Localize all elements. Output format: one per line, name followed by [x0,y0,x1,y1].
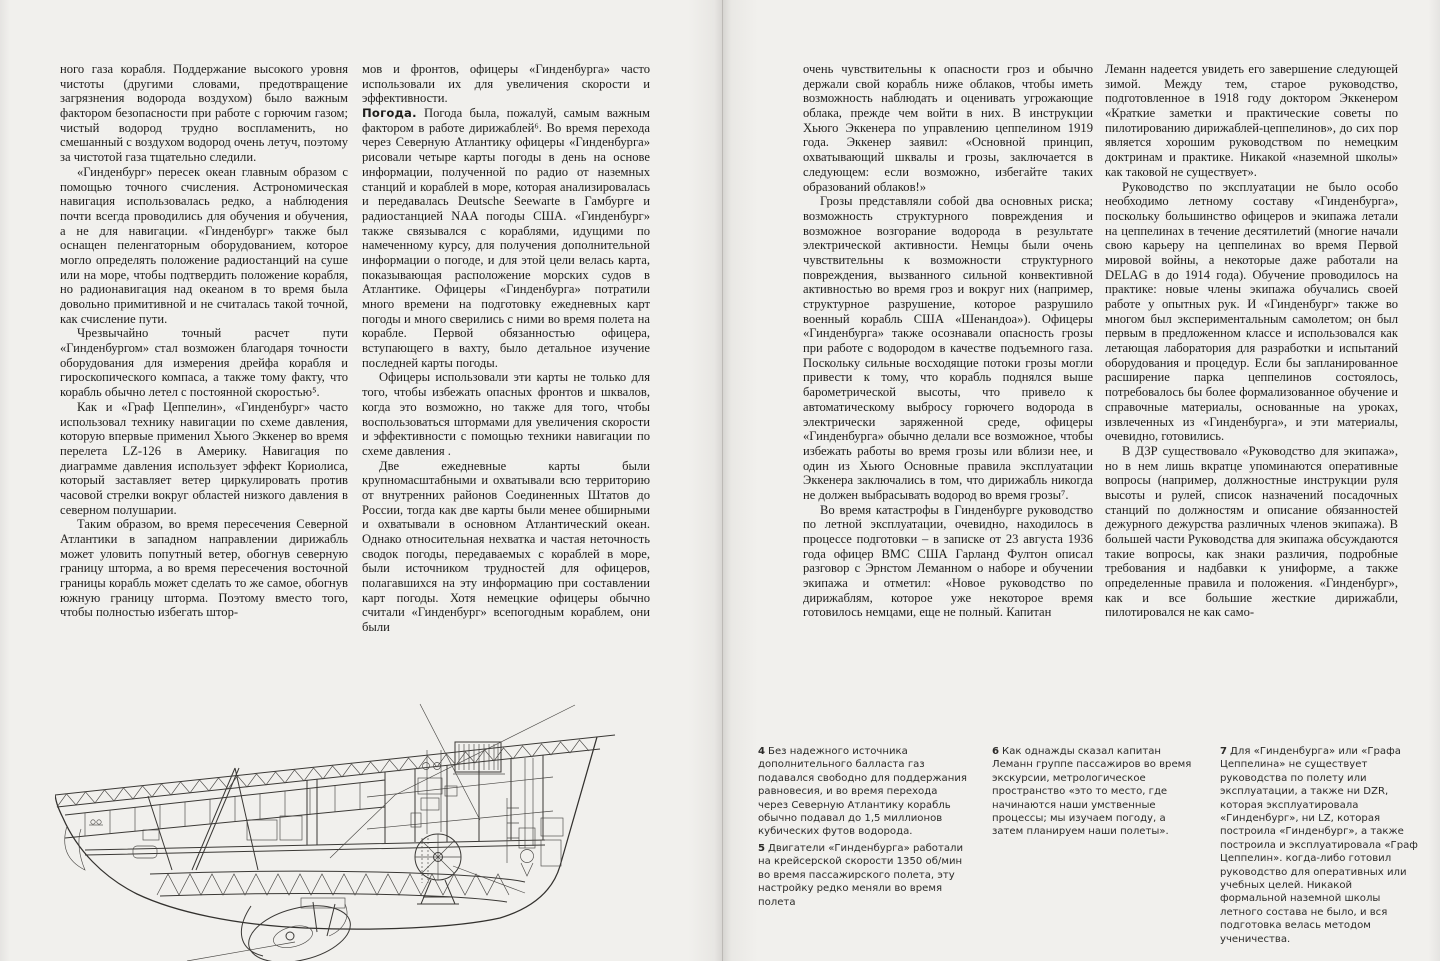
text-column-4 [1105,62,1398,620]
paragraph: Руководство по эксплуатации не было особо необходимо летному составу «Гинденбурга», поскольку большинство офицеров и экипажа летали на цеппелинах в течение десятилетий (многие начали свою карьеру на цеппелинах во время Первой мировой войны, а некоторые даже работали на DELAG в до 1914 года). Обучение проводилось на практике: новые члены экипажа обучались своей работе у опытных рук. И «Гинденбург» также во многом был экспериментальным самолетом; он был первым в предложенном классе и использовался как летающая лаборатория для разработки и испытаний оборудования и процедур. Если бы запланированное расширение парка цеппелинов состоялось, потребовалось бы более формализованное обучение и справочные материалы, основанные на уроках, извлеченных из «Гинденбурга», и эти материалы, очевидно, готовились. [1105,179,1398,444]
text-column-3 [803,62,1093,620]
footnote-5 [758,842,968,909]
footnote-4 [758,745,968,839]
paragraph: Леманн надеется увидеть его завершение следующей зимой. Между тем, старое руководство, подготовленное в 1918 году доктором Эккенером «Краткие заметки и практические советы по пилотированию дирижаблей-цеппелинов», до сих пор является хорошим руководством по немецким доктринам и практике. Никакой «наземной школы» как таковой не существует». [1105,62,1398,179]
paragraph: «Гинденбург» пересек океан главным образом с помощью точного счисления. Астрономическая навигация использовалась редко, а наблюдения почти всегда проводились для обучения и обучения, а не для навигации. «Гинденбург» также был оснащен пеленгаторным оборудованием, которое могло определять положение радиостанций на суше или на море, чтобы подтвердить положение корабля, но радионавигация над океаном в то время была довольно примитивной и не считалась такой точной, как счисление пути. [60,164,348,326]
text-column-2 [362,62,650,635]
paragraph-text: Погода была, пожалуй, самым важным фактором в работе дирижаблей⁶. Во время перехода через Северную Атлантику офицеры «Гинденбурга» рисовали четыре карты погоды в день на основе информации, полученной по радио от наземных станций и кораблей в море, которая анализировалась и передавалась Deutsche Seewarte в Гамбурге и радиостанцией NAA погоды США. «Гинденбург» также связывался с кораблями, идущими по намеченному курсу, для получения дополнительной информации о погоде, и для этой цели велась карта, показывающая расположение морских судов в Атлантике. Офицеры «Гинденбурга» потратили много времени на подготовку ежедневных карт погоды и много сверились с ними во время полета на корабле. Первой обязанностью офицера, вступающего в вахту, было детальное изучение последней карты погоды. [362,106,650,370]
paragraph: ного газа корабля. Поддержание высокого уровня чистоты (другими словами, предотвращение загрязнения водорода воздухом) было важным фактором безопасности при работе с горючим газом; чистый водород трудно воспламенить, но смешанный с воздухом водород очень летуч, поэтому за чистотой газа тщательно следили. [60,62,348,165]
footnote-text: Без надежного источника дополнительного балласта газ подавался свободно для поддержания равновесия, и во время перехода через Северную Атлантику корабль обычно подавал до 1,5 миллионов кубических футов водорода. [758,746,967,838]
paragraph: Во время катастрофы в Гинденбурге руководство по летной эксплуатации, очевидно, находилось в процессе подготовки – в записке от 23 августа 1936 года офицер ВМС США Гарланд Фултон описал разговор с Эрнстом Леманном о наборе и обучении экипажа и отметил: «Новое руководство по дирижаблям, которое уже некоторое время готовилось немцами, еще не полный. Капитан [803,502,1093,620]
footnote-number: 5 [758,843,766,854]
right-page-edge [1428,0,1440,961]
paragraph: Офицеры использовали эти карты не только для того, чтобы избежать опасных фронтов и шквалов, когда это возможно, но также для того, чтобы воспользоваться штормами для увеличения скорости и эффективности с помощью техники навигации по схеме давления . [362,370,650,458]
text-column-1 [60,62,348,620]
left-page-edge [0,0,10,961]
paragraph: В ДЗР существовало «Руководство для экипажа», но в нем лишь вкратце упоминаются оперативные вопросы (например, должностные инструкции руля высоты и рулей, список назначений посадочных станций по должностям и описание обязанностей дежурного дежурства различных членов экипажа). В большей части Руководства для экипажа обсуждаются такие вопросы, как знаки различия, подробные требования и надбавки к униформе, а также определенные правила и положения. «Гинденбург», как и все большие жесткие дирижабли, пилотировался не как само- [1105,443,1398,620]
paragraph-weather [362,106,650,370]
paragraph: Таким образом, во время пересечения Северной Атлантики в западном направлении дирижабль может уловить попутный ветер, обогнув северную границу шторма, а во время пересечения восточной границы корабль может сделать то же самое, обогнув южную границу шторма. Поэтому вместо того, чтобы полностью избегать штор- [60,517,348,620]
paragraph: Две ежедневные карты были крупномасштабными и охватывали всю территорию от внутренних районов Соединенных Штатов до России, тогда как две карты были менее обширными и охватывали в основном Атлантический океан. Однако относительная нехватка и частая неточность сводок погоды, передаваемых с кораблей в море, были источником трудностей для офицеров, полагавшихся на эту информацию при составлении карт погоды. Хотя немецкие офицеры обычно считали «Гинденбург» всепогодным кораблем, они были [362,458,650,635]
gondola-cutaway-drawing [55,698,725,961]
footnote-text: Двигатели «Гинденбурга» работали на крейсерской скорости 1350 об/мин во время пассажирского полета, эту настройку редко меняли во время полета [758,843,964,908]
footnote-number: 4 [758,746,766,757]
footnote-text: Как однажды сказал капитан Леманн группе пассажиров во время экскурсии, метрологическое пространство «это то место, где начинаются наши умственные процессы; мы изучаем погоду, а затем планируем наши полеты». [992,746,1192,838]
paragraph: Грозы представляли собой два основных риска; возможность структурного повреждения и возможное возгорание водорода в результате электрической активности. Немцы были очень чувствительны к возможности структурного повреждения, вызванного сильной конвективной активностью во время гроз и вокруг них (например, структурное разрушение, которое разрушило военный корабль США «Шенандоа»). Офицеры «Гинденбурга» также осознавали опасность грозы при работе с водородом в качестве подъемного газа. Поскольку сильные восходящие потоки грозы могли привести к тому, что корабль поднялся выше барометрической высоты, что привело к автоматическому выбросу горючего водорода в электрически заряженной среде, офицеры «Гинденбурга» обычно делали все возможное, чтобы избежать работы во время грозы или вблизи нее, и один из Хьюго Основные правила эксплуатации Эккенера заключались в том, что дирижабль никогда не должен выбрасывать водород во время грозы⁷. [803,194,1093,502]
paragraph: Как и «Граф Цеппелин», «Гинденбург» часто использовал технику навигации по схеме давления, которую впервые применил Хьюго Эккенер во время перелета LZ-126 в Америку. Навигация по диаграмме давления использует эффект Кориолиса, который заставляет ветер циркулировать против часовой стрелки вокруг областей низкого давления в северном полушарии. [60,399,348,517]
paragraph: очень чувствительны к опасности гроз и обычно держали свой корабль ниже облаков, чтобы иметь возможность наблюдать и оценивать угрожающие облака, прежде чем войти в них. В инструкции Хьюго Эккенера по управлению цеппелином 1919 года. Эккенер заявил: «Основной принцип, охватывающий шквалы и грозы, заключается в следующем: если возможно, избегайте таких образований облаков!» [803,62,1093,194]
footnote-text: Для «Гинденбурга» или «Графа Цеппелина» не существует руководства по полету или эксплуатации, а также ни DZR, которая эксплуатировала «Гинденбург», ни LZ, которая построила «Гинденбург», а также построила и эксплуатировала «Граф Цеппелин». когда-либо готовил руководство для оперативных или учебных целей. Никакой формальной наземной школы летного состава не было, и вся подготовка велась методом ученичества. [1220,746,1418,945]
hindenburg-gondola-cutaway-figure [55,698,725,961]
footnote-number: 7 [1220,746,1228,757]
paragraph: мов и фронтов, офицеры «Гинденбурга» часто использовали их для увеличения скорости и эффективности. [362,62,650,106]
footnote-6 [992,745,1198,839]
footnote-number: 6 [992,746,1000,757]
run-in-heading-weather: Погода. [362,106,417,121]
footnote-7 [1220,745,1420,946]
paragraph: Чрезвычайно точный расчет пути «Гинденбургом» стал возможен благодаря точности оборудования для измерения дрейфа корабля и гироскопического компаса, а также тому факту, что корабль обычно летел с постоянной скоростью⁵. [60,326,348,400]
